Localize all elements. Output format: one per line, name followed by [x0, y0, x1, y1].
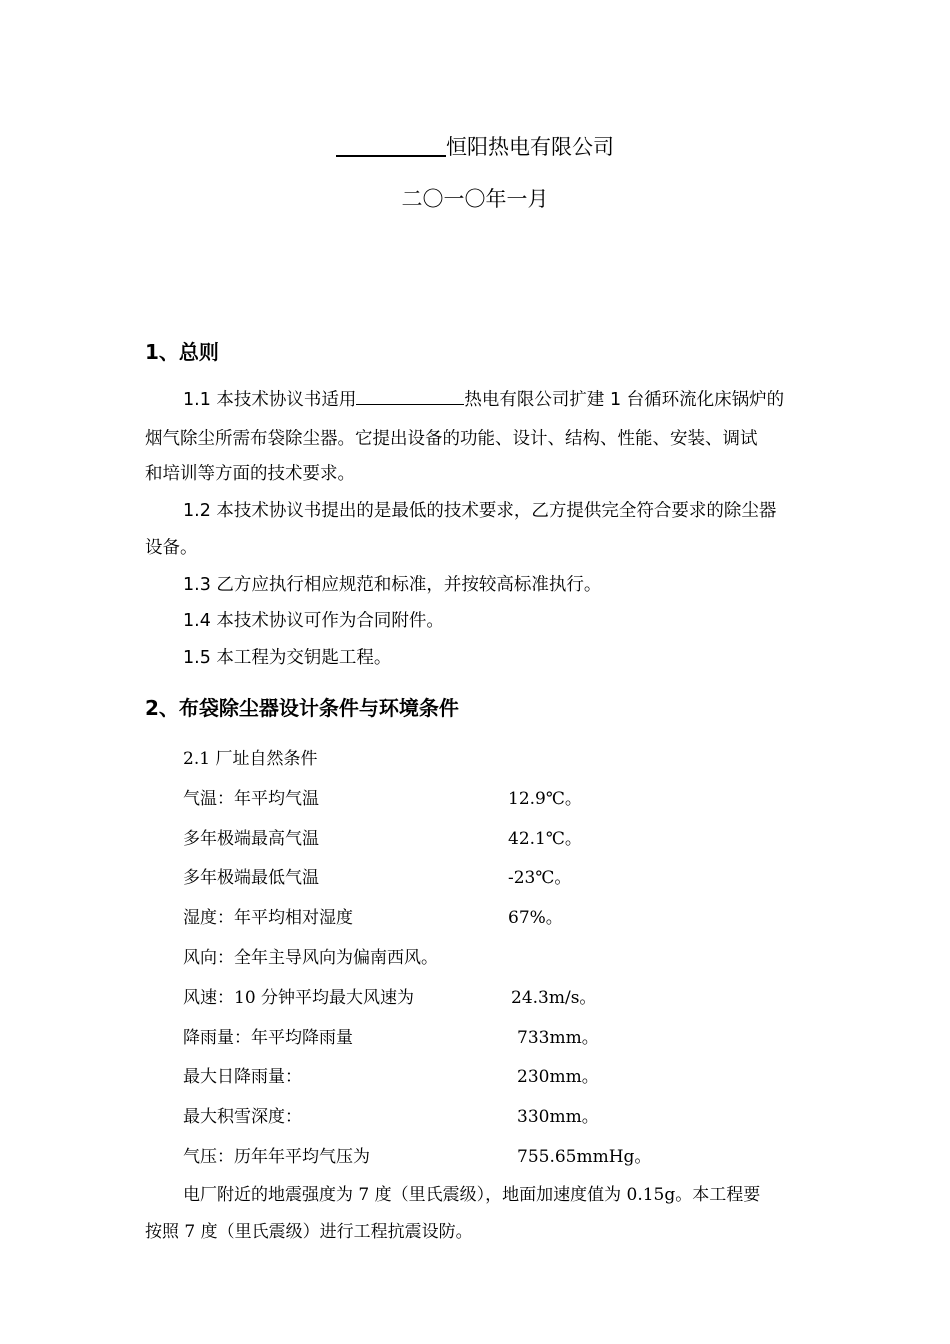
condition-value: 230mm。	[517, 1067, 599, 1087]
paragraph-1-1-line-3: 和培训等方面的技术要求。	[145, 464, 355, 484]
company-name-blank	[336, 133, 446, 157]
paragraph-1-1-prefix: 1.1 本技术协议书适用	[183, 390, 357, 410]
condition-value: 12.9℃。	[508, 789, 582, 809]
paragraph-1-4: 1.4 本技术协议可作为合同附件。	[183, 611, 444, 631]
condition-value: 24.3m/s。	[511, 988, 597, 1008]
condition-value: 330mm。	[517, 1107, 599, 1127]
paragraph-1-1-line-1	[183, 386, 784, 411]
subsection-2-1-title: 2.1 厂址自然条件	[183, 749, 318, 769]
condition-value: 755.65mmHg。	[517, 1147, 652, 1167]
seismic-paragraph-line-2: 按照 7 度（里氏震级）进行工程抗震设防。	[145, 1222, 473, 1242]
condition-label: 多年极端最高气温	[183, 829, 319, 849]
condition-label: 风速：10 分钟平均最大风速为	[183, 988, 415, 1008]
section-1-heading: 1、总则	[145, 340, 219, 364]
condition-value: -23℃。	[508, 868, 572, 888]
seismic-paragraph-line-1: 电厂附近的地震强度为 7 度（里氏震级），地面加速度值为 0.15g。本工程要	[183, 1185, 761, 1205]
paragraph-1-1-suffix: 热电有限公司扩建 1 台循环流化床锅炉的	[464, 390, 785, 410]
condition-label: 多年极端最低气温	[183, 868, 319, 888]
company-name-suffix: 恒阳热电有限公司	[446, 135, 614, 159]
paragraph-1-2-line-2: 设备。	[145, 538, 198, 558]
company-name-line	[0, 131, 950, 161]
paragraph-1-2-line-1: 1.2 本技术协议书提出的是最低的技术要求，乙方提供完全符合要求的除尘器	[183, 501, 777, 521]
paragraph-1-1-line-2: 烟气除尘所需布袋除尘器。它提出设备的功能、设计、结构、性能、安装、调试	[145, 429, 758, 449]
condition-value: 733mm。	[517, 1028, 599, 1048]
condition-label: 降雨量：年平均降雨量	[183, 1028, 353, 1048]
paragraph-1-5: 1.5 本工程为交钥匙工程。	[183, 648, 392, 668]
company-blank	[356, 388, 464, 405]
condition-label: 气温：年平均气温	[183, 789, 319, 809]
condition-label: 最大日降雨量：	[183, 1067, 302, 1087]
condition-label: 气压：历年年平均气压为	[183, 1147, 370, 1167]
condition-label: 风向：全年主导风向为偏南西风。	[183, 948, 438, 968]
condition-value: 42.1℃。	[508, 829, 582, 849]
paragraph-1-3: 1.3 乙方应执行相应规范和标准，并按较高标准执行。	[183, 575, 602, 595]
condition-value: 67%。	[508, 908, 563, 928]
document-date: 二〇一〇年一月	[401, 187, 549, 211]
condition-label: 最大积雪深度：	[183, 1107, 302, 1127]
section-2-heading: 2、布袋除尘器设计条件与环境条件	[145, 696, 459, 720]
condition-label: 湿度：年平均相对湿度	[183, 908, 353, 928]
